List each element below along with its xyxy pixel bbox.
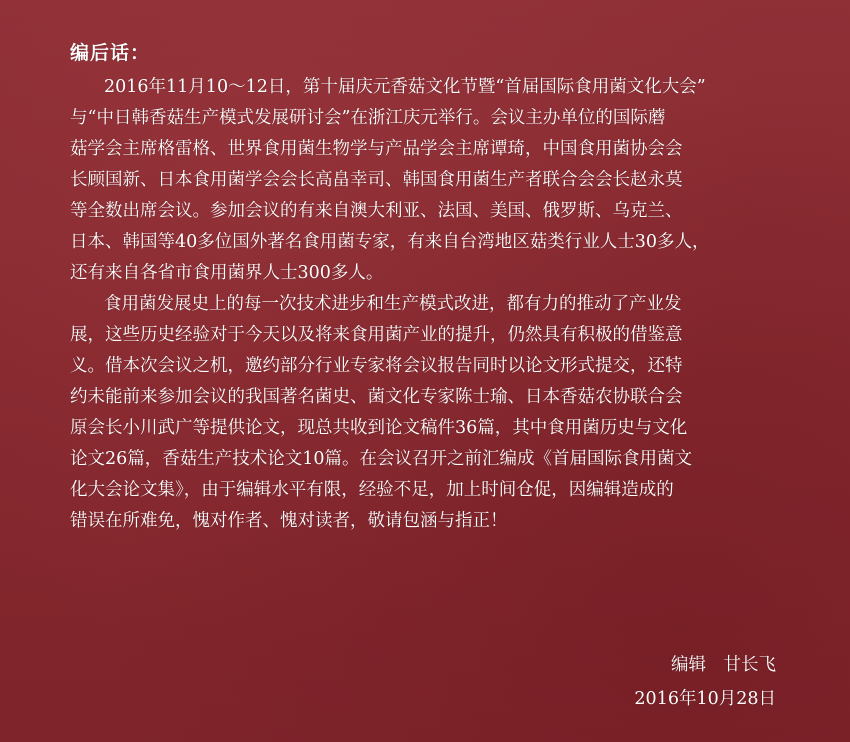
paragraph-1-line: 2016年11月10～12日，第十届庆元香菇文化节暨“首届国际食用菌文化大会” — [104, 77, 706, 97]
paragraph-1-line: 菇学会主席格雷格、世界食用菌生物学与产品学会主席谭琦，中国食用菌协会会 — [70, 139, 683, 159]
paragraph-1-line: 日本、韩国等40多位国外著名食用菌专家，有来自台湾地区菇类行业人士30多人， — [70, 232, 710, 252]
paragraph-1-line: 与“中日韩香菇生产模式发展研讨会”在浙江庆元举行。会议主办单位的国际蘑 — [70, 108, 666, 128]
paragraph-1-line: 等全数出席会议。参加会议的有来自澳大利亚、法国、美国、俄罗斯、乌克兰、 — [70, 201, 683, 221]
paragraph-2-line: 展，这些历史经验对于今天以及将来食用菌产业的提升，仍然具有积极的借鉴意 — [70, 325, 683, 345]
signature-date: 2016年10月28日 — [634, 689, 776, 709]
editor-signature: 编辑 甘长飞 — [671, 655, 776, 675]
paragraph-2-line: 约未能前来参加会议的我国著名菌史、菌文化专家陈士瑜、日本香菇农协联合会 — [70, 387, 683, 407]
paragraph-2-line: 论文26篇，香菇生产技术论文10篇。在会议召开之前汇编成《首届国际食用菌文 — [70, 449, 693, 469]
paragraph-2-line: 食用菌发展史上的每一次技术进步和生产模式改进，都有力的推动了产业发 — [104, 294, 682, 314]
afterword-heading: 编后话： — [70, 42, 151, 64]
paragraph-2-line: 化大会论文集》，由于编辑水平有限，经验不足，加上时间仓促，因编辑造成的 — [70, 480, 674, 500]
paragraph-1-line: 还有来自各省市食用菌界人士300多人。 — [70, 263, 384, 283]
paragraph-2-line: 原会长小川武广等提供论文，现总共收到论文稿件36篇，其中食用菌历史与文化 — [70, 418, 688, 438]
afterword-body — [70, 72, 782, 537]
paragraph-1-line: 长顾国新、日本食用菌学会会长高畠幸司、韩国食用菌生产者联合会会长赵永莫 — [70, 170, 683, 190]
paragraph-2-line: 义。借本次会议之机，邀约部分行业专家将会议报告同时以论文形式提交，还特 — [70, 356, 683, 376]
paragraph-2-line: 错误在所难免，愧对作者、愧对读者，敬请包涵与指正！ — [70, 511, 508, 531]
